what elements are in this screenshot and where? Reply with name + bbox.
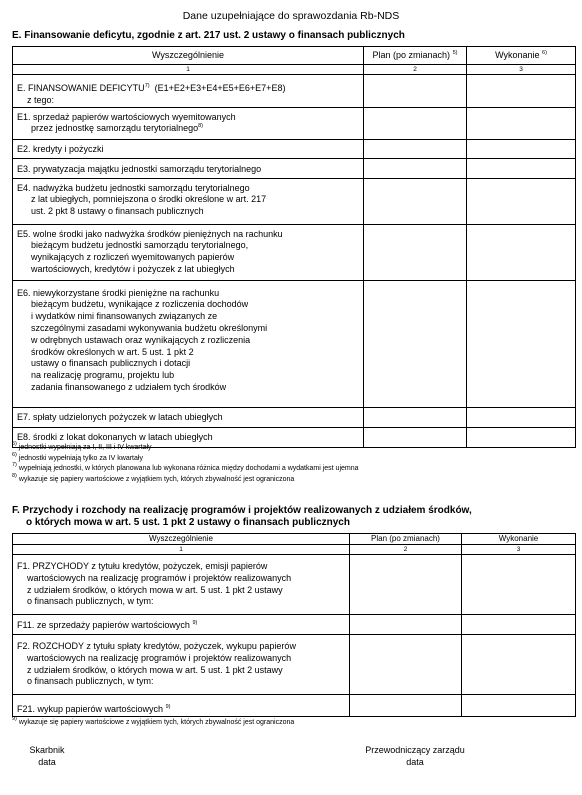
- section-e-title: E. Finansowanie deficytu, zgodnie z art. 217 ust. 2 ustawy o finansach publicznych: [12, 30, 405, 41]
- row-e1-execution-cell[interactable]: [467, 107, 576, 139]
- column-number-3: 3: [467, 65, 576, 75]
- row-e8-description: E8. środki z lokat dokonanych w latach ubiegłych: [13, 427, 364, 447]
- header-execution: Wykonanie $^{6)}$: [467, 47, 576, 65]
- section-f-table: [12, 533, 576, 717]
- row-e3-plan-cell[interactable]: [364, 158, 467, 178]
- header-plan: Plan (po zmianach): [350, 534, 462, 545]
- row-e5-execution-cell[interactable]: [467, 224, 576, 280]
- row-e3-description: E3. prywatyzacja majątku jednostki samorządu terytorialnego: [13, 158, 364, 178]
- row-e6-execution-cell[interactable]: [467, 280, 576, 407]
- row-e-description: E. FINANSOWANIE DEFICYTU$^{7)}$ (E1+E2+E3+E4+E5+E6+E7+E8) z tego:: [13, 75, 364, 108]
- row-e1-description: E1. sprzedaż papierów wartościowych wyemitowanych przez jednostkę samorządu terytorialnego$^{8)}$: [13, 107, 364, 139]
- row-f21-description: F21. wykup papierów wartościowych $^{9)}$: [13, 695, 350, 717]
- row-e4-execution-cell[interactable]: [467, 178, 576, 224]
- signature-right: [355, 744, 475, 768]
- row-e1-plan-cell[interactable]: [364, 107, 467, 139]
- row-f11-plan-cell[interactable]: [350, 615, 462, 635]
- row-f1-execution-cell[interactable]: [462, 555, 576, 615]
- signature-right-date: data: [406, 757, 424, 767]
- signature-left-date: data: [38, 757, 56, 767]
- row-e2-execution-cell[interactable]: [467, 139, 576, 158]
- footnote-6: $^{6)}$ jednostki wypełniają tylko za IV kwartały: [12, 451, 143, 462]
- header-plan: Plan (po zmianach) $^{5)}$: [364, 47, 467, 65]
- table-row: [13, 224, 576, 280]
- footnote-5: $^{5)}$ jednostki wypełniają za I, II, III i IV kwartały: [12, 441, 152, 451]
- signature-right-role: Przewodniczący zarządu: [365, 745, 465, 755]
- row-f2-execution-cell[interactable]: [462, 635, 576, 695]
- column-number-1: 1: [13, 545, 350, 555]
- section-e-footnotes: [12, 443, 359, 485]
- row-e7-plan-cell[interactable]: [364, 407, 467, 427]
- row-f21-execution-cell[interactable]: [462, 695, 576, 717]
- row-e7-description: E7. spłaty udzielonych pożyczek w latach ubiegłych: [13, 407, 364, 427]
- row-e4-plan-cell[interactable]: [364, 178, 467, 224]
- row-e8-plan-cell[interactable]: [364, 427, 467, 447]
- table-row: [13, 280, 576, 407]
- table-row: [13, 695, 576, 717]
- row-f1-description: F1. PRZYCHODY z tytułu kredytów, pożyczek, emisji papierów wartościowych na realizację programów i projektów realizowanych z udziałem środków, o których mowa w art. 5 ust. 1 pkt 2 ustawy o finansach publicznych, w tym:: [13, 555, 350, 615]
- row-f2-plan-cell[interactable]: [350, 635, 462, 695]
- table-row: [13, 635, 576, 695]
- header-description: Wyszczególnienie: [13, 534, 350, 545]
- table-row: [13, 107, 576, 139]
- table-row: [13, 615, 576, 635]
- section-f-title: F. Przychody i rozchody na realizację programów i projektów realizowanych z udziałem środków, o których mowa w art. 5 ust. 1 pkt 2 ustawy o finansach publicznych: [12, 505, 472, 528]
- signature-left: [22, 744, 72, 768]
- column-number-2: 2: [364, 65, 467, 75]
- row-e-plan-cell[interactable]: [364, 75, 467, 108]
- row-e7-execution-cell[interactable]: [467, 407, 576, 427]
- row-e4-description: E4. nadwyżka budżetu jednostki samorządu terytorialnego z lat ubiegłych, pomniejszona o środki określone w art. 217 ust. 2 pkt 8 ustawy o finansach publicznych: [13, 178, 364, 224]
- row-e8-execution-cell[interactable]: [467, 427, 576, 447]
- table-row: [13, 555, 576, 615]
- header-description: Wyszczególnienie: [13, 47, 364, 65]
- row-e-execution-cell[interactable]: [467, 75, 576, 108]
- table-row: [13, 75, 576, 108]
- table-row: [13, 407, 576, 427]
- row-e6-plan-cell[interactable]: [364, 280, 467, 407]
- row-e3-execution-cell[interactable]: [467, 158, 576, 178]
- row-e2-description: E2. kredyty i pożyczki: [13, 139, 364, 158]
- row-e5-description: E5. wolne środki jako nadwyżka środków pieniężnych na rachunku bieżącym budżetu jednostki samorządu terytorialnego, wynikających z rozliczeń wyemitowanych papierów wartościowych, kredytów i pożyczek z lat ubiegłych: [13, 224, 364, 280]
- table-row: [13, 158, 576, 178]
- section-f-footnotes: [12, 718, 294, 729]
- row-f1-plan-cell[interactable]: [350, 555, 462, 615]
- row-f11-execution-cell[interactable]: [462, 615, 576, 635]
- row-e2-plan-cell[interactable]: [364, 139, 467, 158]
- row-e6-description: E6. niewykorzystane środki pieniężne na rachunku bieżącym budżetu, wynikające z rozliczenia dochodów i wydatków nimi finansowanych związanych ze szczególnymi zasadami wykonywania budżetu określonymi w odrębnych ustawach oraz wynikających z rozliczenia środków określonych w art. 5 ust. 1 pkt 2 ustawy o finansach publicznych i dotacji na realizację programu, projektu lub zadania finansowanego z udziałem tych środków: [13, 280, 364, 407]
- row-e5-plan-cell[interactable]: [364, 224, 467, 280]
- column-number-3: 3: [462, 545, 576, 555]
- signature-left-role: Skarbnik: [29, 745, 65, 755]
- row-f2-description: F2. ROZCHODY z tytułu spłaty kredytów, pożyczek, wykupu papierów wartościowych na realizację programów i projektów realizowanych z udziałem środków, o których mowa w art. 5 ust. 1 pkt 2 ustawy o finansach publicznych, w tym:: [13, 635, 350, 695]
- table-row: [13, 178, 576, 224]
- page-title: Dane uzupełniające do sprawozdania Rb-NDS: [182, 10, 400, 22]
- column-number-2: 2: [350, 545, 462, 555]
- footnote-8: $^{8)}$ wykazuje się papiery wartościowe z wyjątkiem tych, których zbywalność jest ograniczona: [12, 472, 295, 483]
- section-e-table: [12, 46, 576, 448]
- row-f21-plan-cell[interactable]: [350, 695, 462, 717]
- table-row: [13, 139, 576, 158]
- header-execution: Wykonanie: [462, 534, 576, 545]
- row-f11-description: F11. ze sprzedaży papierów wartościowych $^{9)}$: [13, 615, 350, 635]
- footnote-9: $^{9)}$ wykazuje się papiery wartościowe z wyjątkiem tych, których zbywalność jest ograniczona: [12, 716, 295, 726]
- column-number-1: 1: [13, 65, 364, 75]
- footnote-7: $^{7)}$ wypełniają jednostki, w których planowana lub wykonana różnica między dochodami a wydatkami jest ujemna: [12, 462, 359, 472]
